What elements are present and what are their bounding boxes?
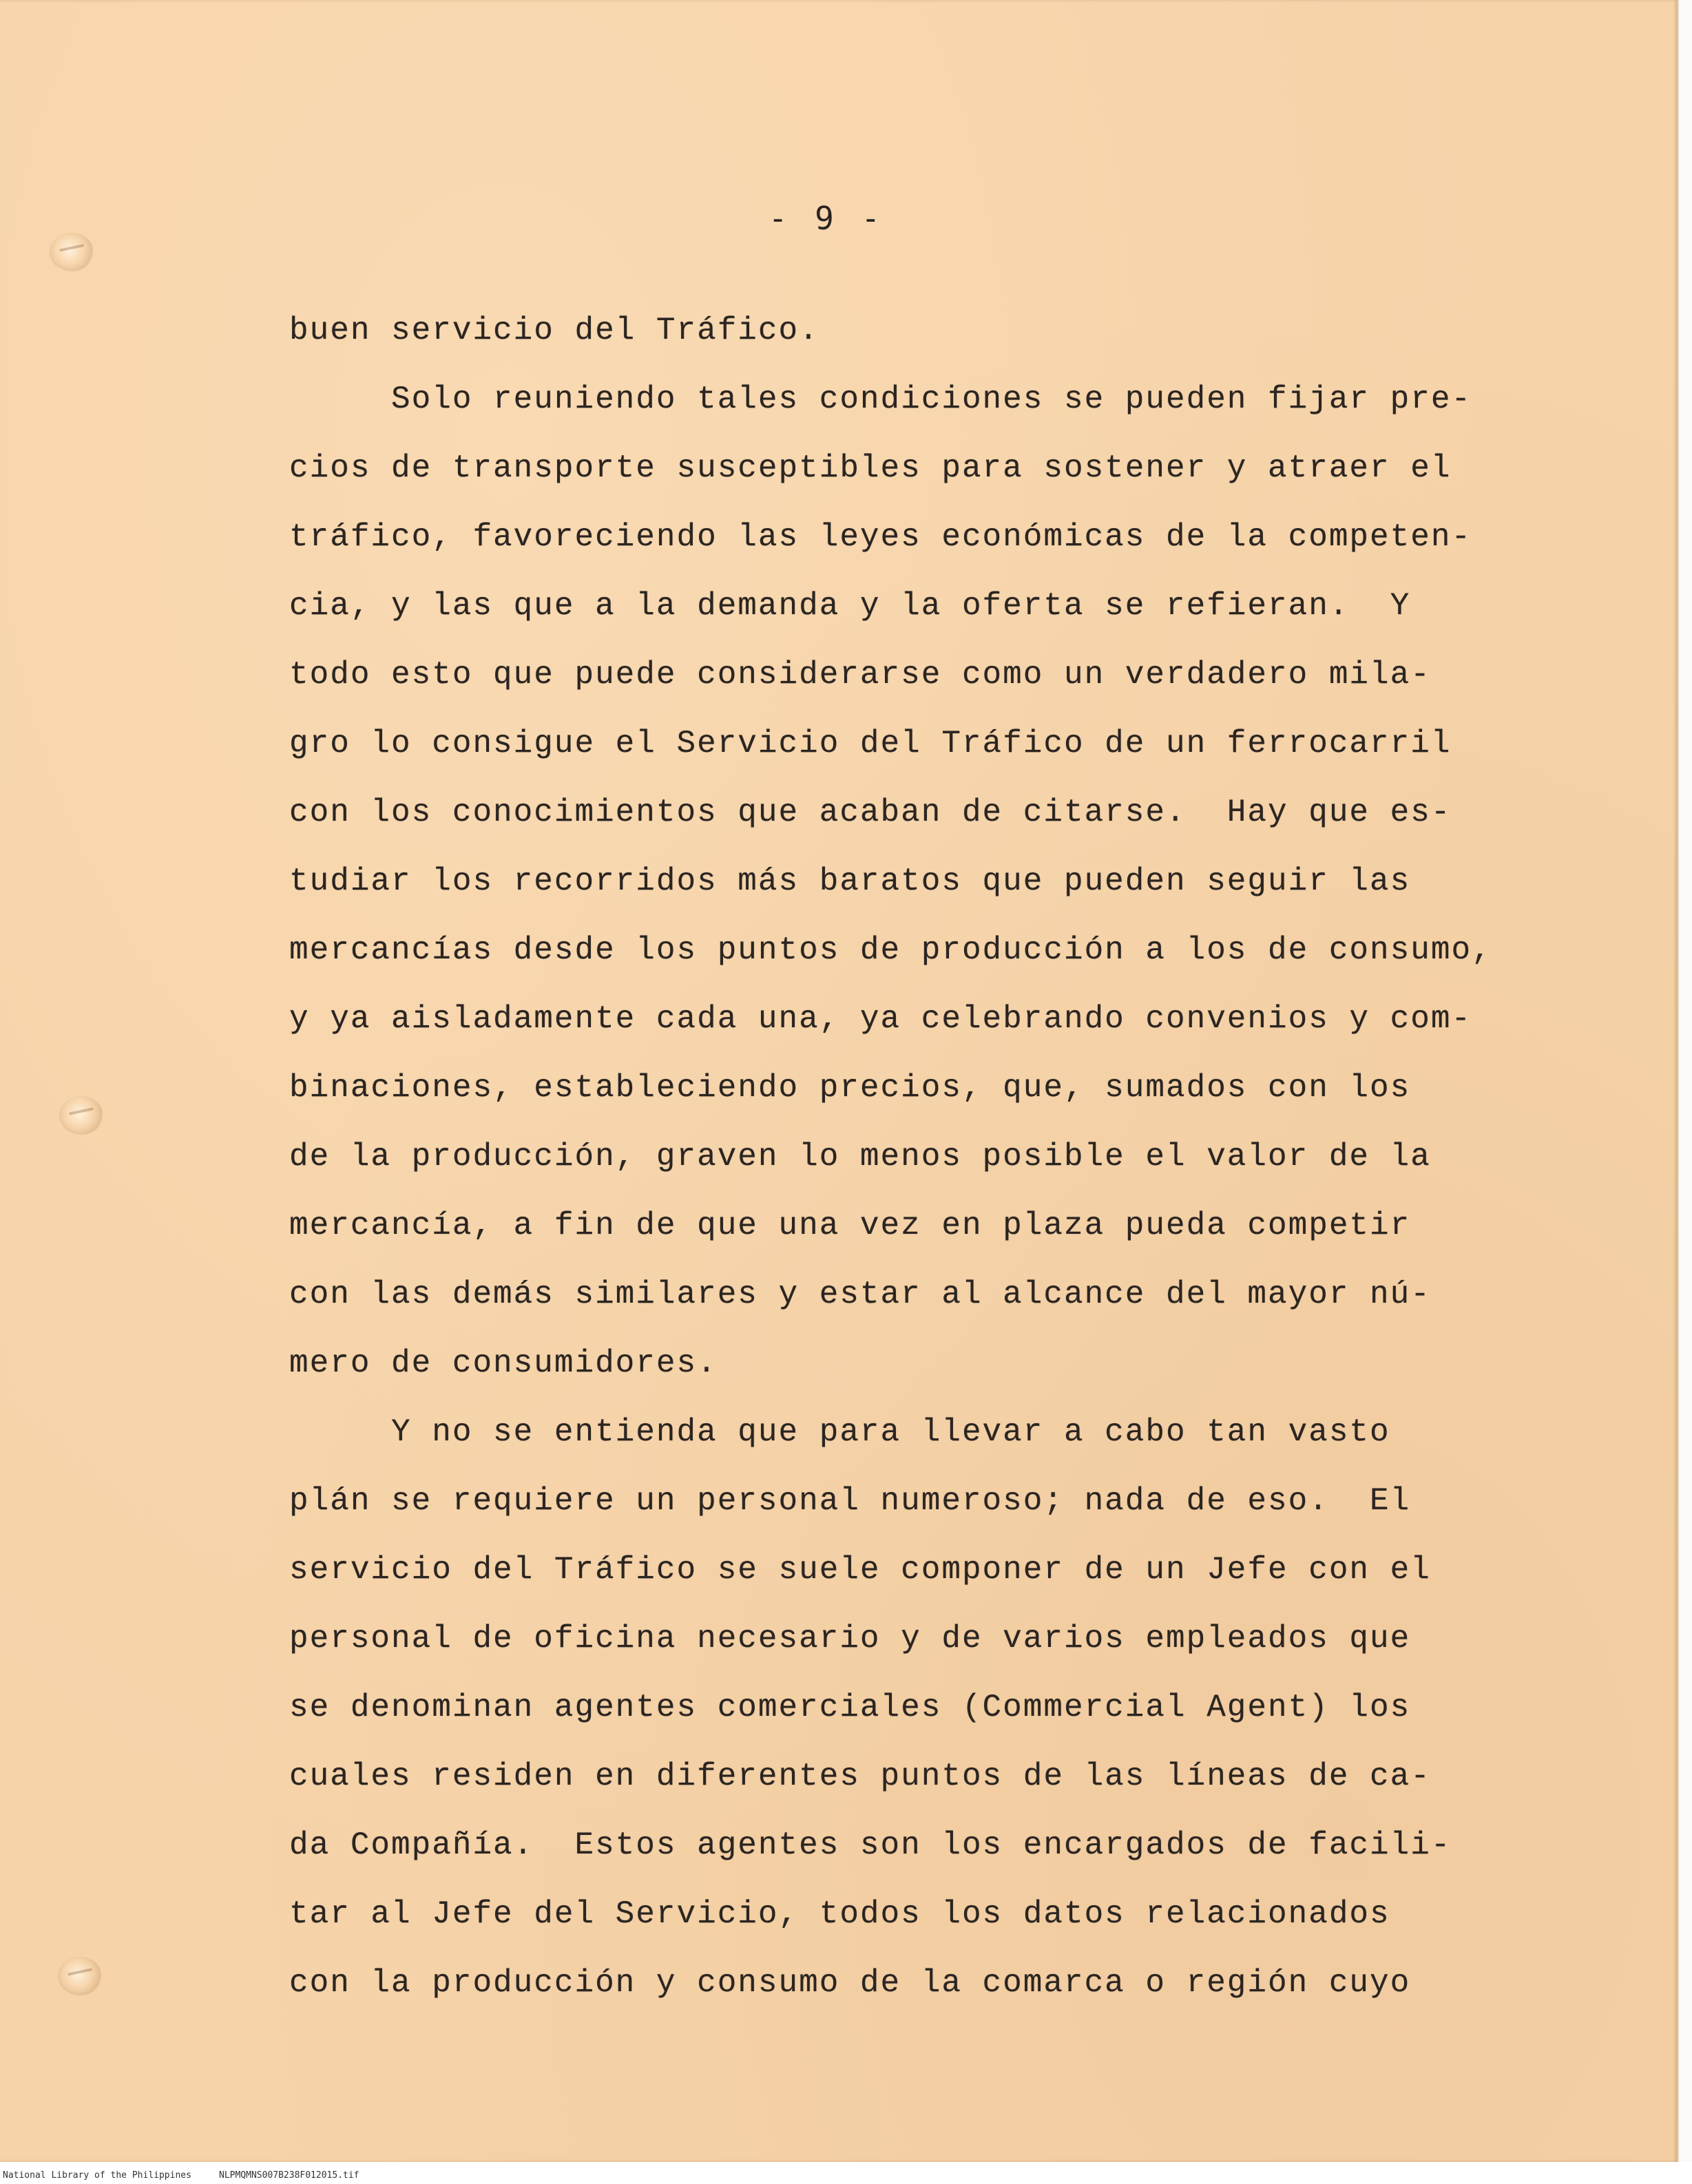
text-line: Solo reuniendo tales condiciones se pueden fijar pre- — [289, 381, 1472, 417]
text-line: da Compañía. Estos agentes son los encargados de facili- — [289, 1827, 1452, 1863]
text-line: mercancía, a fin de que una vez en plaza pueda competir — [289, 1208, 1411, 1243]
text-line: plán se requiere un personal numeroso; nada de eso. El — [289, 1483, 1411, 1519]
text-line: con la producción y consumo de la comarca o región cuyo — [289, 1965, 1411, 2001]
scan-footer — [0, 2167, 1692, 2184]
footer-filename: NLPMQMNS007B238F012015.tif — [219, 2170, 359, 2181]
text-line: gro lo consigue el Servicio del Tráfico de un ferrocarril — [289, 726, 1452, 762]
punch-hole-bottom — [58, 1957, 102, 1995]
text-line: cios de transporte susceptibles para sostener y atraer el — [289, 450, 1452, 486]
page-number: - 9 - — [768, 200, 885, 237]
text-line: tudiar los recorridos más baratos que pueden seguir las — [289, 863, 1411, 899]
text-line: tráfico, favoreciendo las leyes económicas de la competen- — [289, 519, 1472, 555]
punch-hole-top — [50, 233, 94, 271]
text-line: servicio del Tráfico se suele componer de un Jefe con el — [289, 1552, 1431, 1588]
text-line: con las demás similares y estar al alcance del mayor nú- — [289, 1277, 1431, 1312]
text-line: todo esto que puede considerarse como un verdadero mila- — [289, 657, 1431, 693]
text-line: y ya aisladamente cada una, ya celebrando convenios y com- — [289, 1001, 1472, 1037]
text-line: personal de oficina necesario y de varios empleados que — [289, 1621, 1411, 1657]
body-text — [289, 296, 1529, 2017]
page-edge — [1678, 0, 1692, 2162]
text-line: tar al Jefe del Servicio, todos los datos relacionados — [289, 1896, 1390, 1932]
text-line: binaciones, estableciendo precios, que, sumados con los — [289, 1070, 1411, 1106]
text-line: cuales residen en diferentes puntos de las líneas de ca- — [289, 1758, 1431, 1794]
text-line: buen servicio del Tráfico. — [289, 313, 819, 348]
text-line: se denominan agentes comerciales (Commercial Agent) los — [289, 1690, 1411, 1725]
text-line: mero de consumidores. — [289, 1345, 718, 1381]
text-line: con los conocimientos que acaban de citarse. Hay que es- — [289, 795, 1452, 830]
footer-library: National Library of the Philippines — [3, 2170, 191, 2181]
punch-hole-middle — [59, 1096, 103, 1135]
text-line: mercancías desde los puntos de producción a los de consumo, — [289, 932, 1492, 968]
text-line: Y no se entienda que para llevar a cabo tan vasto — [289, 1414, 1390, 1450]
text-line: cia, y las que a la demanda y la oferta se refieran. Y — [289, 588, 1411, 624]
text-line: de la producción, graven lo menos posible el valor de la — [289, 1139, 1431, 1175]
